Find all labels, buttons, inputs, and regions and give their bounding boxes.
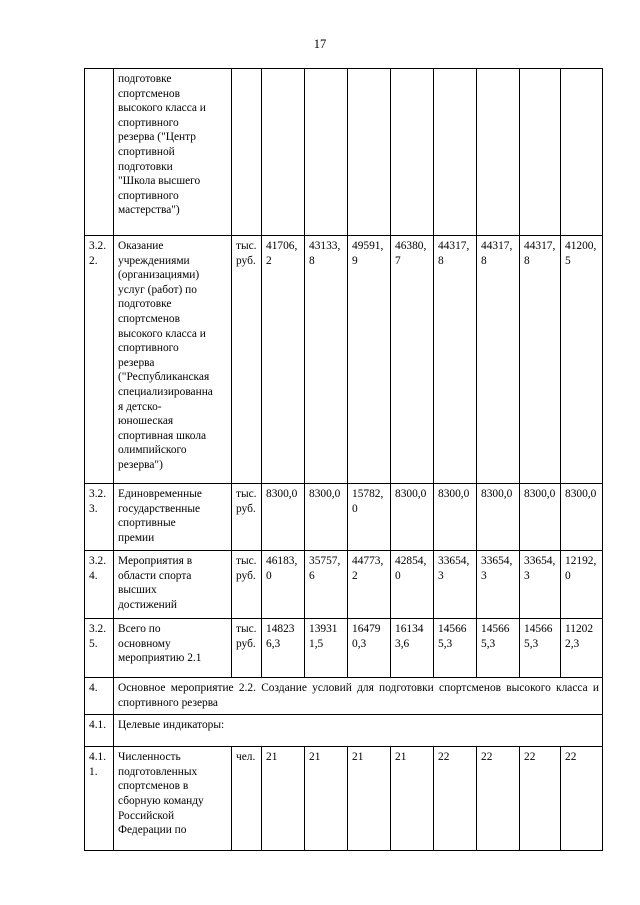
value-cell-text: 44317, 8 [524,240,556,267]
row-name-text: Мероприятия в области спорта высших достижений [118,555,193,611]
table-row [85,747,603,851]
value-cell [561,236,603,484]
row-unit-text: чел. [236,751,256,764]
value-cell [477,551,520,619]
value-cell [434,484,477,551]
value-cell [434,619,477,678]
value-cell [520,69,561,236]
value-cell-text: 8300,0 [309,488,341,500]
row-name-text: Единовременные государственные спортивные премии [118,488,202,544]
value-cell [391,69,434,236]
value-cell [477,619,520,678]
table-row [85,678,603,715]
row-number-text: 3.2. 3. [89,488,107,515]
value-cell [391,551,434,619]
value-cell-text: 8300,0 [524,488,556,500]
value-cell-text: 42854, 0 [395,555,427,582]
row-name [114,747,232,851]
value-cell [262,69,305,236]
table-row [85,69,603,236]
row-number [85,678,114,715]
value-cell-text: 43133, 8 [309,240,341,267]
value-cell [305,69,348,236]
value-cell [561,619,603,678]
row-wide-text [114,715,603,747]
row-number-text: 4.1. 1. [89,751,107,778]
row-number-text: 3.2. 4. [89,555,107,582]
value-cell-text: 21 [395,751,407,764]
value-cell-text: 8300,0 [438,488,470,500]
value-cell-text: 35757, 6 [309,555,341,582]
table-row [85,484,603,551]
value-cell-text: 41200, 5 [565,240,597,267]
row-wide-text [114,678,603,715]
row-wide-text-text: Основное мероприятие 2.2. Создание условий для подготовки спортсменов высокого класса и спортивного резерва [118,682,599,709]
table-row [85,619,603,678]
row-number-text: 4. [89,682,98,694]
value-cell-text: 8300,0 [395,488,427,500]
row-unit-text: тыс. руб. [236,240,257,267]
value-cell-text: 41706, 2 [266,240,298,267]
row-name [114,236,232,484]
value-cell [520,551,561,619]
value-cell [477,236,520,484]
value-cell-text: 11202 2,3 [565,623,594,650]
value-cell-text: 22 [438,751,450,764]
row-unit [232,747,262,851]
value-cell-text: 12192, 0 [565,555,597,582]
value-cell-text: 22 [524,751,536,764]
value-cell-text: 44317, 8 [438,240,470,267]
value-cell [477,484,520,551]
value-cell [477,69,520,236]
row-number [85,236,114,484]
value-cell [262,747,305,851]
row-number-text: 3.2. 5. [89,623,107,650]
value-cell [305,484,348,551]
row-number-text: 3.2. 2. [89,240,107,267]
value-cell-text: 44773, 2 [352,555,384,582]
value-cell [520,236,561,484]
row-number [85,69,114,236]
row-unit [232,236,262,484]
value-cell [391,747,434,851]
value-cell [391,619,434,678]
row-number [85,484,114,551]
row-number [85,551,114,619]
value-cell [348,69,391,236]
row-unit-text: тыс. руб. [236,623,257,650]
row-unit-text: тыс. руб. [236,555,257,582]
value-cell [348,236,391,484]
row-unit [232,484,262,551]
value-cell [305,551,348,619]
value-cell-text: 15782, 0 [352,488,384,515]
table-row [85,551,603,619]
value-cell-text: 46380, 7 [395,240,427,267]
table-row [85,236,603,484]
row-unit-text: тыс. руб. [236,488,257,515]
value-cell-text: 46183, 0 [266,555,298,582]
table-row [85,715,603,747]
value-cell-text: 22 [565,751,577,764]
value-cell-text: 16479 0,3 [352,623,381,650]
value-cell [434,551,477,619]
value-cell [348,747,391,851]
value-cell-text: 33654, 3 [438,555,470,582]
value-cell-text: 8300,0 [481,488,513,500]
row-name-text: Численность подготовленных спортсменов в сборную команду Российской Федерации по [118,751,204,837]
row-name [114,551,232,619]
row-name [114,619,232,678]
value-cell [520,619,561,678]
value-cell [391,236,434,484]
value-cell [561,484,603,551]
page-number: 17 [313,37,327,51]
row-wide-text-text: Целевые индикаторы: [118,719,225,732]
value-cell-text: 33654, 3 [481,555,513,582]
value-cell [305,236,348,484]
value-cell-text: 49591, 9 [352,240,384,267]
row-number [85,619,114,678]
value-cell [262,484,305,551]
value-cell-text: 8300,0 [565,488,597,500]
value-cell [434,69,477,236]
value-cell [561,69,603,236]
value-cell [391,484,434,551]
row-number [85,747,114,851]
value-cell-text: 13931 1,5 [309,623,338,650]
value-cell [262,236,305,484]
value-cell [305,619,348,678]
value-cell-text: 8300,0 [266,488,298,500]
value-cell-text: 14566 5,3 [438,623,467,650]
row-number-text: 4.1. [89,719,107,732]
value-cell-text: 33654, 3 [524,555,556,582]
value-cell-text: 21 [266,751,278,764]
row-name [114,484,232,551]
value-cell [262,619,305,678]
row-unit [232,619,262,678]
value-cell-text: 16134 3,6 [395,623,424,650]
value-cell [262,551,305,619]
program-table [84,68,603,851]
value-cell [348,619,391,678]
row-name [114,69,232,236]
value-cell [305,747,348,851]
value-cell-text: 14566 5,3 [524,623,553,650]
value-cell-text: 21 [309,751,321,764]
value-cell [520,747,561,851]
row-name-text: Оказание учреждениями (организациями) услуг (работ) по подготовке спортсменов высокого класса и спортивного резерва ("Республиканская специализированна я детско- юношеская спортивная школа олимпийского резерва") [118,240,213,471]
value-cell-text: 22 [481,751,493,764]
value-cell-text: 14566 5,3 [481,623,510,650]
value-cell [561,747,603,851]
value-cell [348,484,391,551]
value-cell-text: 44317, 8 [481,240,513,267]
row-unit [232,551,262,619]
row-name-text: Всего по основному мероприятию 2.1 [118,623,202,665]
value-cell [348,551,391,619]
value-cell [434,747,477,851]
value-cell-text: 14823 6,3 [266,623,295,650]
value-cell-text: 21 [352,751,364,764]
row-name-text: подготовке спортсменов высокого класса и спортивного резерва ("Центр спортивной подготовки "Школа высшего спортивного мастерства") [118,73,206,217]
value-cell [477,747,520,851]
value-cell [520,484,561,551]
value-cell [434,236,477,484]
row-unit [232,69,262,236]
value-cell [561,551,603,619]
row-number [85,715,114,747]
